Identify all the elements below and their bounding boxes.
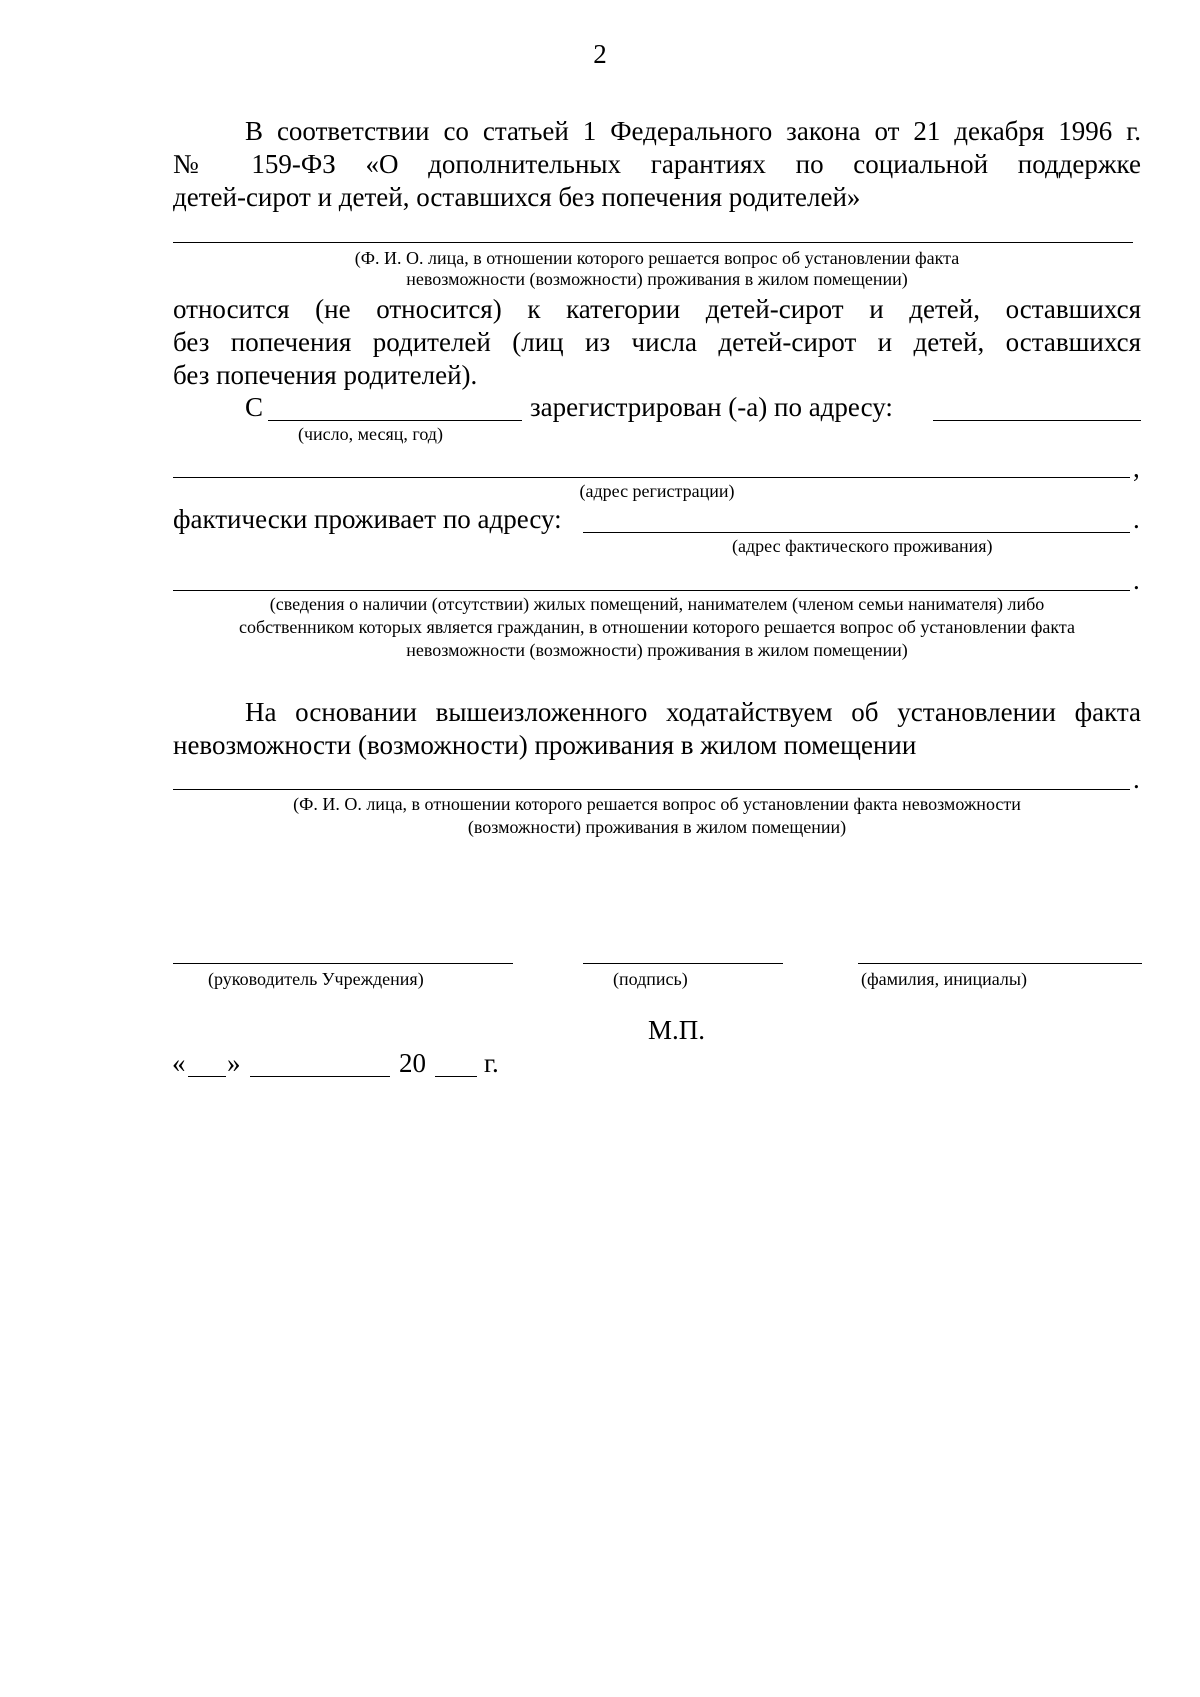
category-line-1: относится (не относится) к категории детей-сирот и детей, оставшихся <box>173 294 1141 324</box>
actual-address-field[interactable] <box>583 532 1130 533</box>
stamp-place: М.П. <box>648 1015 706 1045</box>
date-month-field[interactable] <box>250 1076 390 1077</box>
registration-address-field[interactable] <box>173 477 1130 478</box>
fio-caption-1-line-2: невозможности (возможности) проживания в жилом помещении) <box>406 269 908 289</box>
date-close-quote: » <box>227 1048 241 1078</box>
fio-underline-2[interactable] <box>173 789 1130 790</box>
fio-caption-2-line-1: (Ф. И. О. лица, в отношении которого решается вопрос об установлении факта невозможности <box>293 794 1021 814</box>
housing-caption-line-1: (сведения о наличии (отсутствии) жилых помещений, нанимателем (членом семьи нанимателя) либо <box>269 594 1045 614</box>
registration-date-caption: (число, месяц, год) <box>298 424 443 444</box>
registration-address-caption: (адрес регистрации) <box>579 481 735 501</box>
signature-field[interactable] <box>583 963 783 964</box>
registration-comma: , <box>1133 453 1140 483</box>
date-day-field[interactable] <box>188 1076 226 1077</box>
category-line-3: без попечения родителей). <box>173 360 478 390</box>
intro-line-2: № 159-ФЗ «О дополнительных гарантиях по социальной поддержке <box>173 149 1141 179</box>
head-signature-field[interactable] <box>173 963 513 964</box>
registration-label: зарегистрирован (-а) по адресу: <box>530 392 893 422</box>
signature-label: (подпись) <box>613 969 688 989</box>
petition-line-2: невозможности (возможности) проживания в жилом помещении <box>173 730 917 760</box>
housing-caption-line-3: невозможности (возможности) проживания в жилом помещении) <box>406 640 908 660</box>
fio-caption-1-line-1: (Ф. И. О. лица, в отношении которого решается вопрос об установлении факта <box>354 248 960 268</box>
name-initials-field[interactable] <box>858 963 1142 964</box>
head-label: (руководитель Учреждения) <box>208 969 424 989</box>
date-year-prefix: 20 <box>399 1048 426 1078</box>
intro-line-1: В соответствии со статьей 1 Федерального закона от 21 декабря 1996 г. <box>245 116 1141 146</box>
registration-date-field[interactable] <box>268 420 522 421</box>
fio-caption-2-line-2: (возможности) проживания в жилом помещении) <box>467 817 847 837</box>
page-number: 2 <box>593 39 607 69</box>
actual-address-caption: (адрес фактического проживания) <box>732 536 993 556</box>
name-label: (фамилия, инициалы) <box>861 969 1027 989</box>
date-open-quote: « <box>172 1048 186 1078</box>
fio-underline-1[interactable] <box>173 242 1133 243</box>
actual-address-period: . <box>1133 504 1140 534</box>
date-year-suffix: г. <box>484 1048 499 1078</box>
housing-info-field[interactable] <box>173 590 1130 591</box>
date-year-field[interactable] <box>435 1076 477 1077</box>
intro-line-3: детей-сирот и детей, оставшихся без попечения родителей» <box>173 182 861 212</box>
petition-period: . <box>1133 764 1140 794</box>
petition-line-1: На основании вышеизложенного ходатайствуем об установлении факта <box>245 697 1141 727</box>
registration-prefix: С <box>245 392 264 422</box>
housing-caption-line-2: собственником которых является гражданин, в отношении которого решается вопрос об установлении факта <box>239 617 1075 637</box>
category-line-2: без попечения родителей (лиц из числа детей-сирот и детей, оставшихся <box>173 327 1141 357</box>
registration-address-field-start[interactable] <box>933 420 1141 421</box>
actual-address-label: фактически проживает по адресу: <box>173 504 562 534</box>
housing-period: . <box>1133 565 1140 595</box>
